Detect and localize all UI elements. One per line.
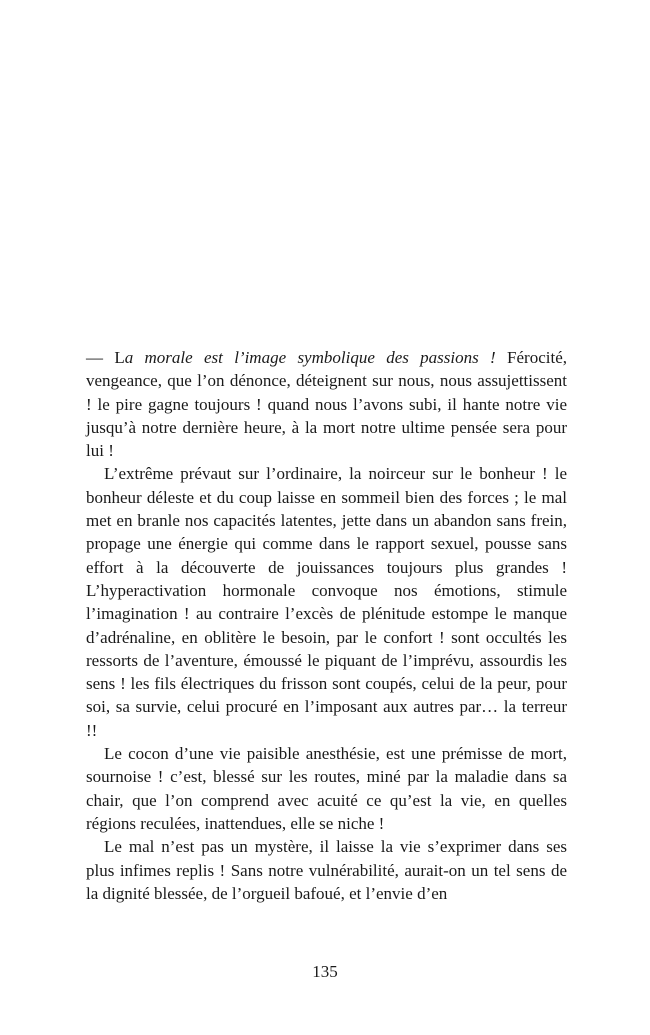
paragraph-1 [86, 346, 567, 462]
italic-quote: a morale est l’image symbolique des passions ! [124, 348, 496, 367]
paragraph-2: L’extrême prévaut sur l’ordinaire, la noirceur sur le bonheur ! le bonheur déleste et du coup laisse en sommeil bien des forces ; le mal met en branle nos capacités latentes, jette dans un abandon sans frein, propage une énergie qui comme dans le rapport sexuel, pousse sans effort à la découverte de jouissances toujours plus grandes ! L’hyperactivation hormonale convoque nos émotions, stimule l’imagination ! au contraire l’excès de plénitude estompe le manque d’adrénaline, en oblitère le besoin, par le confort ! sont occultés les ressorts de l’aventure, émoussé le piquant de l’imprévu, assourdis les sens ! les fils électriques du frisson sont coupés, celui de la peur, pour soi, sa survie, celui procuré en l’imposant aux autres par… la terreur !! [86, 464, 567, 740]
dialogue-dash-lead: — L [86, 348, 125, 367]
page-number: 135 [312, 962, 338, 981]
paragraph-4: Le mal n’est pas un mystère, il laisse la vie s’exprimer dans ses plus infimes replis ! Sans notre vulnérabilité, aurait-on un tel sens de la dignité blessée, de l’orgueil bafoué, et l’envie d’en [86, 837, 567, 903]
paragraph-1-text: Férocité, vengeance, que l’on dénonce, déteignent sur nous, nous assujettissent ! le pire gagne toujours ! quand nous l’avons subi, il hante notre vie jusqu’à notre dernière heure, à la mort notre ultime pensée sera pour lui ! [86, 348, 567, 461]
paragraph-3: Le cocon d’une vie paisible anesthésie, est une prémisse de mort, sournoise ! c’est, blessé sur les routes, miné par la maladie dans sa chair, que l’on comprend avec acuité ce qu’est la vie, en quelles régions reculées, inattendues, elle se niche ! [86, 744, 567, 833]
body-text [86, 346, 567, 905]
